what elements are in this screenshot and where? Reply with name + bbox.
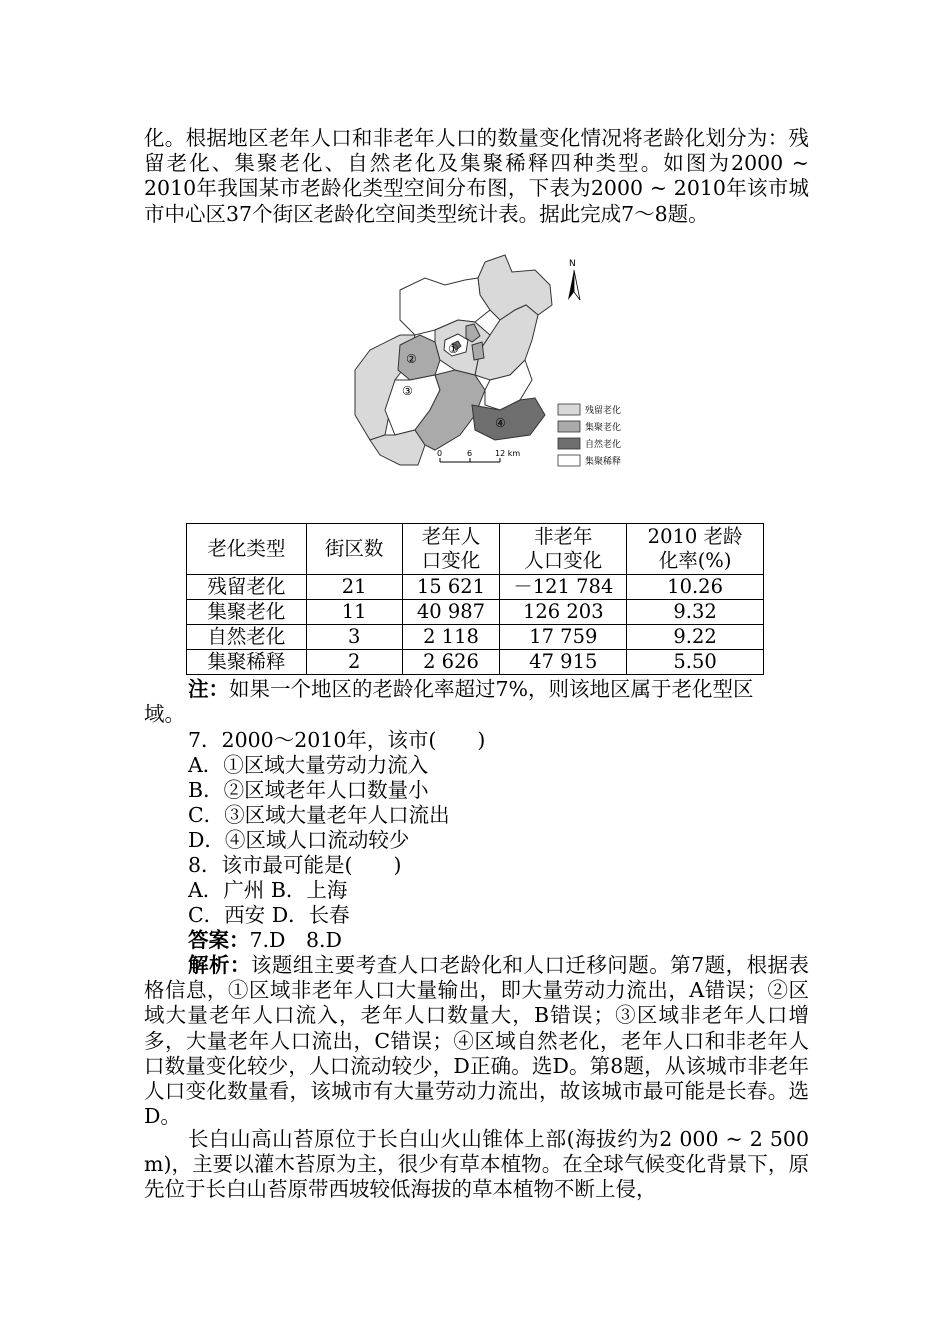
region-label-2: ② <box>406 352 417 366</box>
table-cell: 21 <box>306 575 402 600</box>
table-row <box>187 575 764 600</box>
intro-paragraph: 化。根据地区老年人口和非老年人口的数量变化情况将老龄化划分为：残留老化、集聚老化、自然老化及集聚稀释四种类型。如图为2000 ~ 2010年我国某市老龄化类型空间分布图，下表为2000 ~ 2010年该市城市中心区37个街区老龄化空间类型统计表。据此完成7～8题。 <box>144 126 809 226</box>
question-7-stem: 7．2000～2010年，该市( ) <box>188 728 486 752</box>
table-row <box>187 650 764 675</box>
table-header-cell: 非老年 人口变化 <box>500 524 627 575</box>
next-passage-paragraph: 长白山高山苔原位于长白山火山锥体上部(海拔约为2 000 ~ 2 500 m)，主要以灌木苔原为主，很少有草本植物。在全球气候变化背景下，原先位于长白山苔原带西坡较低海拔的草本植物不断上侵， <box>144 1127 809 1202</box>
table-cell: 集聚稀释 <box>187 650 307 675</box>
table-cell: 2 <box>306 650 402 675</box>
note-text: 如果一个地区的老龄化率超过7%，则该地区属于老化型区 <box>229 677 754 701</box>
table-cell: 2 626 <box>402 650 500 675</box>
table-cell: 2 118 <box>402 625 500 650</box>
aging-type-map <box>340 250 640 475</box>
table-cell: 5.50 <box>627 650 764 675</box>
table-header-row <box>187 524 764 575</box>
table-cell: 集聚老化 <box>187 600 307 625</box>
question-7-option-a: A．①区域大量劳动力流入 <box>188 753 429 777</box>
question-8-stem: 8．该市最可能是( ) <box>188 853 402 877</box>
answer-text: 7.D 8.D <box>249 928 342 952</box>
table-cell: －121 784 <box>500 575 627 600</box>
region-label-1: ① <box>448 342 459 356</box>
legend-label-aggregated: 集聚老化 <box>585 423 622 433</box>
svg-text:0: 0 <box>437 449 443 458</box>
analysis-label: 解析： <box>188 953 251 977</box>
table-cell: 40 987 <box>402 600 500 625</box>
table-note-continued: 域。 <box>144 702 185 726</box>
svg-text:6: 6 <box>467 449 473 458</box>
note-label: 注： <box>188 677 229 701</box>
answer-label: 答案： <box>188 928 250 952</box>
table-cell: 11 <box>306 600 402 625</box>
analysis-paragraph <box>144 953 809 1129</box>
table-cell: 126 203 <box>500 600 627 625</box>
legend-label-residual: 残留老化 <box>585 406 622 416</box>
table-header-cell: 2010 老龄 化率(%) <box>627 524 764 575</box>
table-header-cell: 街区数 <box>306 524 402 575</box>
table-cell: 3 <box>306 625 402 650</box>
aging-statistics-table <box>186 523 764 675</box>
table-header-cell: 老年人 口变化 <box>402 524 500 575</box>
table-cell: 17 759 <box>500 625 627 650</box>
table-cell: 自然老化 <box>187 625 307 650</box>
north-arrow-icon <box>568 259 580 300</box>
analysis-text: 该题组主要考查人口老龄化和人口迁移问题。第7题，根据表格信息，①区域非老年人口大量输出，即大量劳动力流出，A错误；②区域大量老年人口流入，老年人口数量大，B错误；③区域非老年人口增多，大量老年人口流出，C错误；④区域自然老化，老年人口和非老年人口数量变化较少，人口流动较少，D正确。选D。第8题，从该城市非老年人口变化数量看，该城市有大量劳动力流出，故该城市最可能是长春。选D。 <box>144 953 810 1129</box>
table-cell: 9.22 <box>627 625 764 650</box>
answer-line <box>188 928 342 953</box>
question-7-option-d: D．④区域人口流动较少 <box>188 828 410 852</box>
table-row <box>187 600 764 625</box>
question-7-option-c: C．③区域大量老年人口流出 <box>188 803 450 827</box>
table-note <box>188 677 754 702</box>
table-cell: 10.26 <box>627 575 764 600</box>
table-cell: 15 621 <box>402 575 500 600</box>
map-legend <box>558 404 621 467</box>
table-cell: 残留老化 <box>187 575 307 600</box>
region-label-3: ③ <box>402 384 413 398</box>
table-cell: 47 915 <box>500 650 627 675</box>
legend-label-dilution: 集聚稀释 <box>585 457 622 467</box>
table-cell: 9.32 <box>627 600 764 625</box>
north-label: N <box>569 259 576 269</box>
svg-text:12 km: 12 km <box>495 449 521 458</box>
question-8-options-cd: C．西安 D．长春 <box>188 903 350 927</box>
legend-label-natural: 自然老化 <box>585 440 622 450</box>
scale-bar <box>437 449 520 462</box>
question-8-options-ab: A．广州 B．上海 <box>188 878 348 902</box>
region-label-4: ④ <box>495 416 506 430</box>
table-header-cell: 老化类型 <box>187 524 307 575</box>
question-7-option-b: B．②区域老年人口数量小 <box>188 778 429 802</box>
table-row <box>187 625 764 650</box>
map-region-core-east <box>472 342 484 360</box>
